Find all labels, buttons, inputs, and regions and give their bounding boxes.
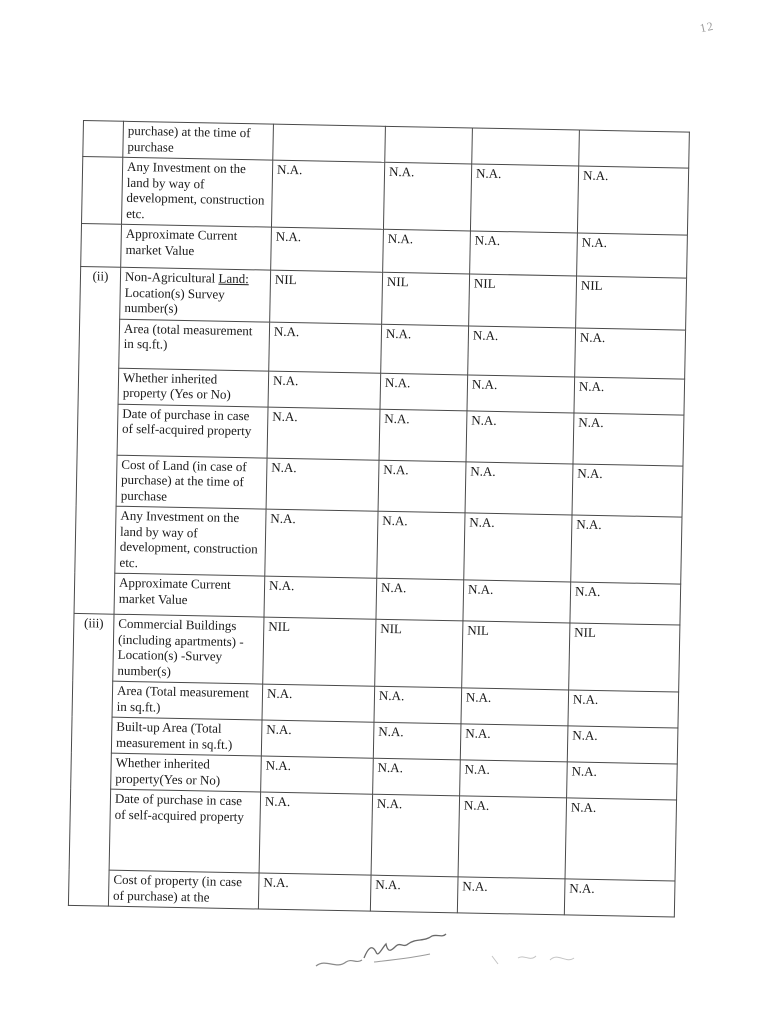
value-cell: N.A. bbox=[258, 873, 371, 911]
asset-declaration-table bbox=[68, 120, 690, 918]
value-cell: N.A. bbox=[458, 796, 567, 879]
value-cell: NIL bbox=[569, 623, 680, 692]
value-cell bbox=[273, 124, 386, 162]
value-cell: N.A. bbox=[371, 794, 460, 877]
value-cell: N.A. bbox=[460, 760, 568, 798]
value-cell: N.A. bbox=[376, 578, 464, 621]
value-cell: N.A. bbox=[470, 231, 578, 276]
description-cell: Cost of property (in case of purchase) at the bbox=[108, 870, 259, 909]
value-cell: N.A. bbox=[262, 684, 375, 722]
value-cell: N.A. bbox=[381, 324, 469, 375]
value-cell: N.A. bbox=[577, 166, 688, 235]
value-cell: N.A. bbox=[271, 160, 384, 229]
description-cell: Approximate Current market Value bbox=[121, 224, 272, 270]
heading-text-rest: Location(s) Survey number(s) bbox=[124, 284, 225, 316]
value-cell: N.A. bbox=[373, 758, 461, 796]
value-cell: N.A. bbox=[383, 162, 471, 231]
section-index: (iii) bbox=[68, 613, 114, 906]
value-cell: N.A. bbox=[467, 374, 575, 412]
page-number-mark: 12 bbox=[698, 18, 716, 36]
value-cell: N.A. bbox=[564, 879, 675, 917]
value-cell: N.A. bbox=[567, 762, 678, 800]
value-cell: N.A. bbox=[374, 686, 462, 724]
description-cell: Approximate Current market Value bbox=[114, 573, 265, 617]
description-cell: Any Investment on the land by way of development, construction etc. bbox=[122, 157, 273, 227]
section-iii-header-row bbox=[73, 613, 680, 692]
value-cell: N.A. bbox=[470, 164, 578, 233]
description-cell: purchase) at the time of purchase bbox=[123, 121, 274, 160]
document-page bbox=[68, 120, 693, 918]
value-cell: N.A. bbox=[570, 582, 681, 625]
value-cell: N.A. bbox=[377, 511, 465, 580]
value-cell: N.A. bbox=[460, 724, 568, 762]
section-heading: Commercial Buildings (including apartments) -Location(s) -Survey number(s) bbox=[113, 614, 264, 684]
heading-text: Non-Agricultural bbox=[124, 268, 219, 286]
value-cell: N.A. bbox=[457, 877, 565, 915]
value-cell: N.A. bbox=[378, 460, 466, 513]
value-cell: N.A. bbox=[261, 720, 374, 758]
value-cell: N.A. bbox=[577, 233, 688, 278]
value-cell: N.A. bbox=[380, 373, 468, 411]
value-cell: N.A. bbox=[466, 410, 574, 463]
value-cell bbox=[385, 126, 473, 164]
table-row bbox=[75, 505, 682, 584]
value-cell: N.A. bbox=[464, 513, 572, 582]
section-heading bbox=[120, 267, 271, 321]
value-cell: N.A. bbox=[264, 576, 377, 619]
section-index: (ii) bbox=[74, 266, 121, 614]
description-cell: Whether inherited property (Yes or No) bbox=[118, 368, 269, 407]
value-cell: N.A. bbox=[268, 371, 381, 409]
value-cell: N.A. bbox=[259, 792, 373, 875]
value-cell: N.A. bbox=[465, 461, 573, 515]
value-cell: NIL bbox=[469, 274, 577, 328]
value-cell: NIL bbox=[462, 621, 570, 690]
value-cell: N.A. bbox=[261, 756, 374, 794]
value-cell: N.A. bbox=[565, 798, 677, 881]
index-cell bbox=[81, 223, 122, 267]
value-cell: N.A. bbox=[265, 509, 378, 578]
value-cell: NIL bbox=[576, 276, 687, 330]
value-cell: N.A. bbox=[574, 376, 685, 414]
index-cell bbox=[82, 157, 123, 225]
value-cell: NIL bbox=[375, 619, 463, 688]
table-row bbox=[82, 157, 689, 236]
value-cell: N.A. bbox=[568, 690, 679, 728]
description-cell: Whether inherited property(Yes or No) bbox=[111, 753, 262, 792]
value-cell: N.A. bbox=[269, 322, 382, 373]
value-cell: N.A. bbox=[572, 463, 683, 517]
value-cell: NIL bbox=[263, 617, 376, 686]
description-cell: Area (total measurement in sq.ft.) bbox=[119, 319, 270, 371]
value-cell: N.A. bbox=[373, 722, 461, 760]
handwritten-signature bbox=[312, 918, 452, 978]
description-cell: Date of purchase in case of self-acquired property bbox=[117, 404, 268, 458]
description-cell: Date of purchase in case of self-acquired property bbox=[109, 789, 261, 873]
value-cell: N.A. bbox=[267, 407, 380, 460]
value-cell: N.A. bbox=[370, 875, 458, 913]
value-cell bbox=[472, 128, 580, 166]
value-cell: N.A. bbox=[271, 227, 384, 272]
value-cell: N.A. bbox=[571, 515, 682, 584]
value-cell: N.A. bbox=[463, 580, 571, 623]
value-cell: N.A. bbox=[573, 412, 684, 465]
description-cell: Any Investment on the land by way of development, construction etc. bbox=[115, 506, 266, 576]
description-cell: Built-up Area (Total measurement in sq.ft.) bbox=[111, 717, 262, 756]
faint-mark bbox=[488, 942, 578, 972]
value-cell: N.A. bbox=[468, 325, 576, 376]
description-cell: Cost of Land (in case of purchase) at the time of purchase bbox=[116, 455, 267, 509]
value-cell: NIL bbox=[382, 272, 470, 325]
value-cell: N.A. bbox=[379, 409, 467, 462]
value-cell: N.A. bbox=[383, 229, 471, 274]
description-cell: Area (Total measurement in sq.ft.) bbox=[112, 681, 263, 720]
value-cell: N.A. bbox=[575, 327, 686, 378]
value-cell: NIL bbox=[270, 270, 383, 324]
index-cell bbox=[83, 121, 124, 158]
value-cell: N.A. bbox=[567, 726, 678, 764]
heading-underlined-text: Land: bbox=[218, 270, 249, 287]
value-cell: N.A. bbox=[461, 688, 569, 726]
table-row bbox=[69, 788, 676, 881]
value-cell: N.A. bbox=[266, 458, 379, 512]
value-cell bbox=[579, 130, 690, 168]
